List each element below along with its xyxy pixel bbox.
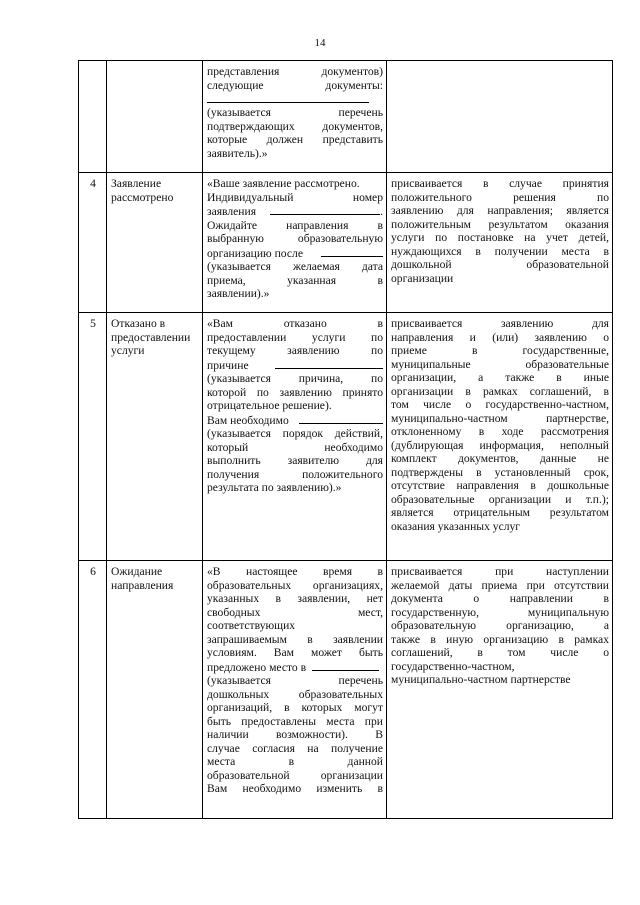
description-line: также в иную организацию в рамках	[391, 632, 609, 646]
row-number: 6	[79, 561, 107, 819]
message-line: случае согласия на получение	[207, 741, 383, 755]
description-line: организации в рамках соглашений, в	[391, 384, 609, 398]
description-line: дошкольной образовательной	[391, 258, 609, 271]
description-line: положительным результатом оказания	[391, 217, 609, 231]
message-text	[203, 313, 387, 561]
message-line: Ожидайте направления в	[207, 218, 383, 232]
message-line: приема, указанная в	[207, 273, 383, 287]
message-line: быть предоставлены места при	[207, 714, 383, 728]
description-line: присваивается заявлению для	[391, 317, 609, 330]
message-line: заявитель).»	[207, 146, 268, 160]
message-line: которой по заявлению принято	[207, 385, 383, 399]
message-fragment: Вам необходимо	[207, 413, 289, 427]
description-line: заявлению для направления; является	[391, 204, 609, 217]
description-line: присваивается при наступлении	[391, 565, 609, 578]
message-text	[203, 561, 387, 819]
message-line: результата по заявлению).»	[207, 481, 342, 494]
description-line: является отрицательным результатом	[391, 506, 609, 519]
message-fragment: причине	[207, 358, 249, 372]
message-line-with-blank	[207, 660, 383, 675]
message-line: «В настоящее время в	[207, 565, 383, 578]
message-fragment: организацию после	[207, 246, 303, 260]
description-line: муниципально-частном партнерстве,	[391, 411, 609, 425]
message-text	[203, 61, 387, 173]
message-line: (указывается перечень	[207, 674, 383, 687]
status-name: Ожидание направления	[107, 561, 203, 819]
blank-line	[275, 358, 383, 369]
message-fragment: заявления	[207, 205, 257, 218]
table-row	[79, 61, 613, 173]
description-line: положительного решения по	[391, 190, 609, 204]
message-line: места в данной	[207, 755, 383, 768]
message-text	[203, 173, 387, 313]
status-name: Заявление рассмотрено	[107, 173, 203, 313]
message-line: запрашиваемым в заявлении	[207, 632, 383, 646]
description-line: отсутствие направления в дошкольные	[391, 479, 609, 492]
blank-line	[299, 413, 383, 424]
message-line-with-blank	[207, 358, 383, 373]
description-line: документа о направлении в	[391, 592, 609, 605]
status-name	[107, 61, 203, 173]
description-text	[387, 561, 613, 819]
message-line: выбранную образовательную	[207, 232, 383, 245]
message-line: образовательных организациях,	[207, 578, 383, 592]
message-line-with-blank	[207, 413, 383, 428]
message-fragment: предложено место в	[207, 660, 307, 674]
description-line: желаемой даты приема при отсутствии	[391, 578, 609, 592]
description-text	[387, 313, 613, 561]
description-line: услуги по постановке на учет детей,	[391, 231, 609, 244]
message-line-with-blank	[207, 246, 383, 261]
blank-line	[270, 204, 380, 215]
table-row	[79, 313, 613, 561]
description-line: государственно-частном,	[391, 659, 515, 673]
message-line: (указывается желаемая дата	[207, 260, 383, 273]
blank-line	[312, 660, 379, 671]
description-line: нуждающихся в получении места в	[391, 244, 609, 258]
description-text	[387, 61, 613, 173]
blank-line	[207, 92, 369, 103]
page-number: 14	[314, 37, 326, 49]
message-line: (указывается причина, по	[207, 372, 383, 385]
message-line: представления документов)	[207, 65, 383, 78]
message-line: «Вам отказано в	[207, 317, 383, 330]
message-line: наличии возможности). В	[207, 728, 383, 741]
message-line: «Ваше заявление рассмотрено.	[207, 177, 360, 190]
message-line: который необходимо	[207, 440, 383, 454]
message-line: предоставлении услуги по	[207, 330, 383, 344]
description-line: организации, а также в иные	[391, 371, 609, 384]
message-line: Индивидуальный номер	[207, 190, 383, 204]
row-number: 4	[79, 173, 107, 313]
message-line: образовательной организации	[207, 768, 383, 782]
description-line: оказания указанных услуг	[391, 519, 521, 533]
message-line: соответствующих	[207, 619, 296, 632]
row-number: 5	[79, 313, 107, 561]
blank-line	[321, 246, 383, 257]
status-table	[78, 60, 613, 819]
message-line: получения положительного	[207, 467, 383, 481]
message-line-with-blank: заявления .	[207, 205, 383, 218]
description-line: муниципальные образовательные	[391, 357, 609, 371]
message-line: Вам необходимо изменить в	[207, 782, 383, 795]
message-line: организаций, в которых могут	[207, 701, 383, 714]
message-line: следующие документы:	[207, 78, 383, 92]
message-line: подтверждающих документов,	[207, 119, 383, 133]
row-number	[79, 61, 107, 173]
message-line: выполнить заявителю для	[207, 454, 383, 467]
description-line: направления и (или) заявлению о	[391, 330, 609, 344]
description-line: комплект документов, данные не	[391, 452, 609, 465]
description-line: подтверждены в установленный срок,	[391, 465, 609, 479]
message-line: которые должен представить	[207, 133, 383, 146]
message-line: (указывается порядок действий,	[207, 427, 383, 440]
description-line: образовательную организацию, а	[391, 619, 609, 632]
message-line: условиям. Вам может быть	[207, 646, 383, 659]
message-line: указанных в заявлении, нет	[207, 592, 383, 605]
message-line: заявлении).»	[207, 287, 270, 300]
message-line: свободных мест,	[207, 605, 383, 619]
table-row	[79, 173, 613, 313]
description-line: организации	[391, 271, 454, 285]
description-text	[387, 173, 613, 313]
message-line: дошкольных образовательных	[207, 687, 383, 701]
description-line: соглашений, в том числе о	[391, 646, 609, 659]
description-line: отклоненному в ходе рассмотрения	[391, 425, 609, 438]
description-line: (дублирующая информация, неполный	[391, 438, 609, 452]
description-line: приеме в государственные,	[391, 344, 609, 357]
description-line: том числе о государственно-частном,	[391, 398, 609, 411]
message-line: (указывается перечень	[207, 106, 383, 119]
description-line: государственную, муниципальную	[391, 605, 609, 619]
status-name: Отказано в предоставлении услуги	[107, 313, 203, 561]
description-line: образовательные организации и т.п.);	[391, 492, 609, 506]
message-line: отрицательное решение).	[207, 399, 332, 412]
description-line: присваивается в случае принятия	[391, 177, 609, 190]
table-row	[79, 561, 613, 819]
message-line: текущему заявлению по	[207, 344, 383, 357]
description-line: муниципально-частном партнерстве	[391, 673, 571, 686]
